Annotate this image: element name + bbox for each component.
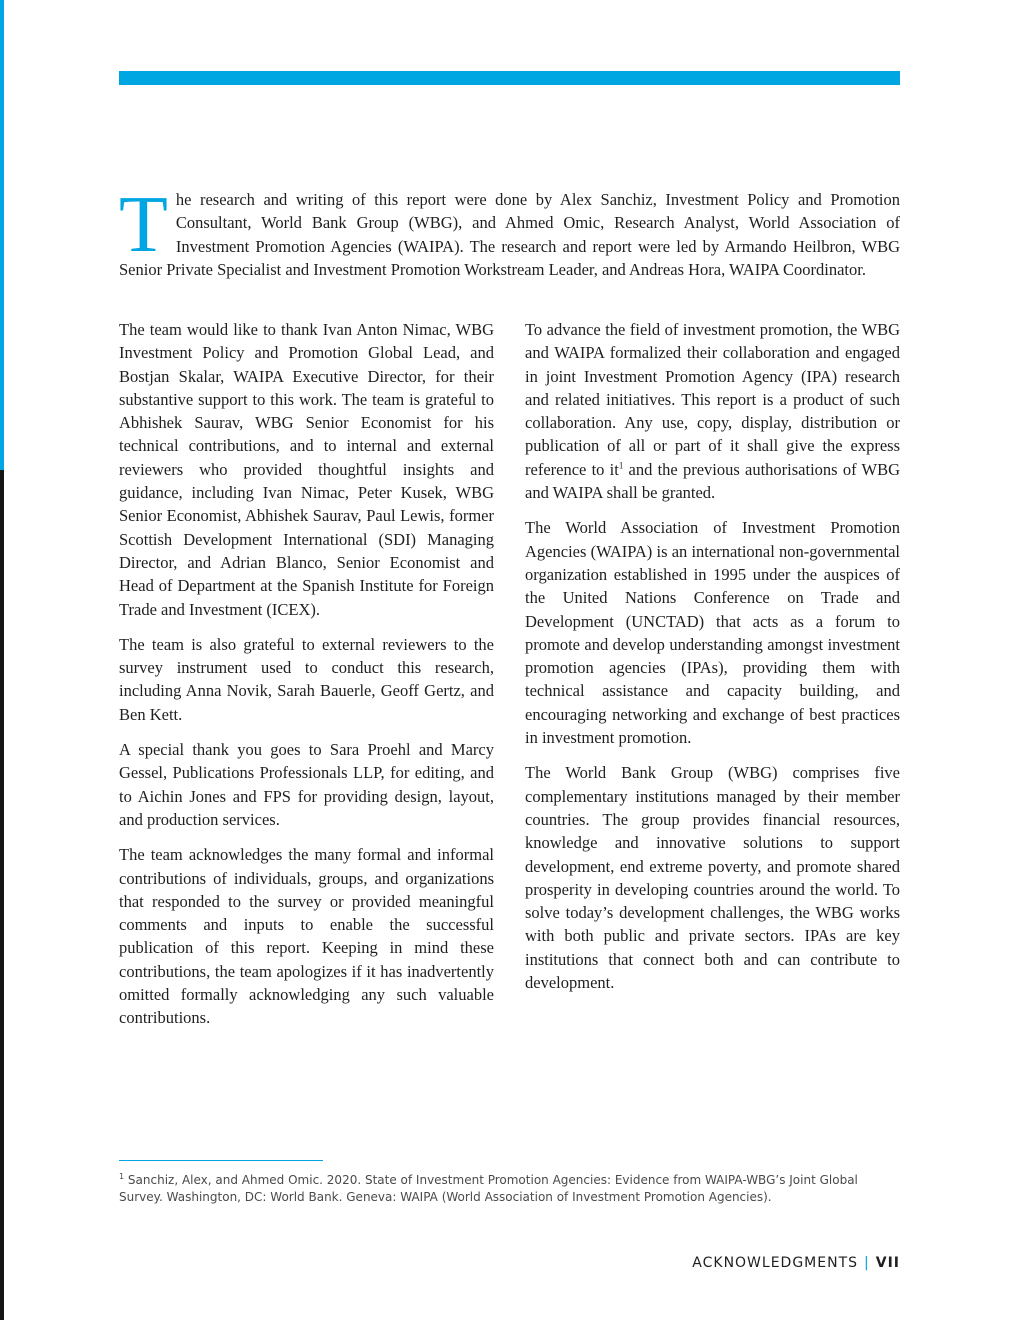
footnote-marker: 1 — [119, 1172, 125, 1181]
footnote — [119, 1168, 900, 1206]
intro-paragraph — [119, 181, 900, 282]
header-accent-bar — [119, 71, 900, 85]
right-paragraph-1 — [525, 318, 900, 504]
left-paragraph-4: The team acknowledges the many formal and informal contributions of individuals, groups, and organizations that responded to the survey or provided meaningful comments and inputs to enable the successful publication of this report. Keeping in mind these contributions, the team apologizes if it has inadvertently omitted formally acknowledging any such valuable contributions. — [119, 845, 494, 1028]
left-paragraph-2: The team is also grateful to external reviewers to the survey instrument used to conduct this research, including Anna Novik, Sarah Bauerle, Geoff Gertz, and Ben Kett. — [119, 634, 494, 724]
left-paragraph-1: The team would like to thank Ivan Anton Nimac, WBG Investment Policy and Promotion Global Lead, and Bostjan Skalar, WAIPA Executive Director, for their substantive support to this work. The team is grateful to Abhishek Saurav, WBG Senior Economist for his technical contributions, and to internal and external reviewers who provided thoughtful insights and guidance, including Ivan Nimac, Peter Kusek, WBG Senior Economist, Abhishek Saurav, Paul Lewis, former Scottish Development International (SDI) Managing Director, and Adrian Blanco, Senior Economist and Head of Department at the Spanish Institute for Foreign Trade and Investment (ICEX). — [119, 320, 494, 619]
right-paragraph-1-text-b: and the previous authorisations of WBG and WAIPA shall be granted. — [525, 459, 900, 503]
footnote-divider — [119, 1160, 323, 1161]
page-footer — [692, 1255, 900, 1271]
left-edge-accent — [0, 0, 4, 470]
left-paragraph-3: A special thank you goes to Sara Proehl and Marcy Gessel, Publications Professionals LLP, for editing, and to Aichin Jones and FPS for providing design, layout, and production services. — [119, 740, 494, 829]
footnote-text: Sanchiz, Alex, and Ahmed Omic. 2020. State of Investment Promotion Agencies: Evidence from WAIPA-WBG’s Joint Global Survey. Washington, DC: World Bank. Geneva: WAIPA (World Association of Investment Promotion Agencies). — [119, 1173, 858, 1204]
intro-text: he research and writing of this report were done by Alex Sanchiz, Investment Policy and Promotion Consultant, World Bank Group (WBG), and Ahmed Omic, Research Analyst, World Association of Investment Promotion Agencies (WAIPA). The research and report were led by Armando Heilbron, WBG Senior Private Specialist and Investment Promotion Workstream Leader, and Andreas Hora, WAIPA Coordinator. — [119, 190, 900, 280]
footer-section-title: ACKNOWLEDGMENTS — [692, 1255, 859, 1271]
footnote-reference[interactable]: 1 — [618, 460, 624, 471]
right-paragraph-3: The World Bank Group (WBG) comprises five complementary institutions managed by their member countries. The group provides financial resources, knowledge and innovative solutions to support development, end extreme poverty, and promote shared prosperity in developing countries around the world. To solve today’s development challenges, the WBG works with both public and private sectors. IPAs are key institutions that connect both and can contribute to development. — [525, 763, 900, 993]
right-column — [525, 318, 900, 1006]
footer-separator: | — [864, 1255, 870, 1271]
left-edge-dark — [0, 470, 4, 1320]
right-paragraph-1-text-a: To advance the field of investment promotion, the WBG and WAIPA formalized their collaboration and engaged in joint Investment Promotion Agency (IPA) research and related initiatives. This report is a product of such collaboration. Any use, copy, display, distribution or publication of all or part of it shall give the express reference to it — [525, 320, 900, 479]
drop-cap: T — [119, 181, 168, 269]
page-number: VII — [875, 1255, 900, 1271]
left-column — [119, 318, 494, 1042]
right-paragraph-2: The World Association of Investment Promotion Agencies (WAIPA) is an international non-governmental organization established in 1995 under the auspices of the United Nations Conference on Trade and Development (UNCTAD) that acts as a forum to promote and develop understanding amongst investment promotion agencies (IPAs), providing them with technical assistance and capacity building, and encouraging networking and exchange of best practices in investment promotion. — [525, 518, 900, 748]
